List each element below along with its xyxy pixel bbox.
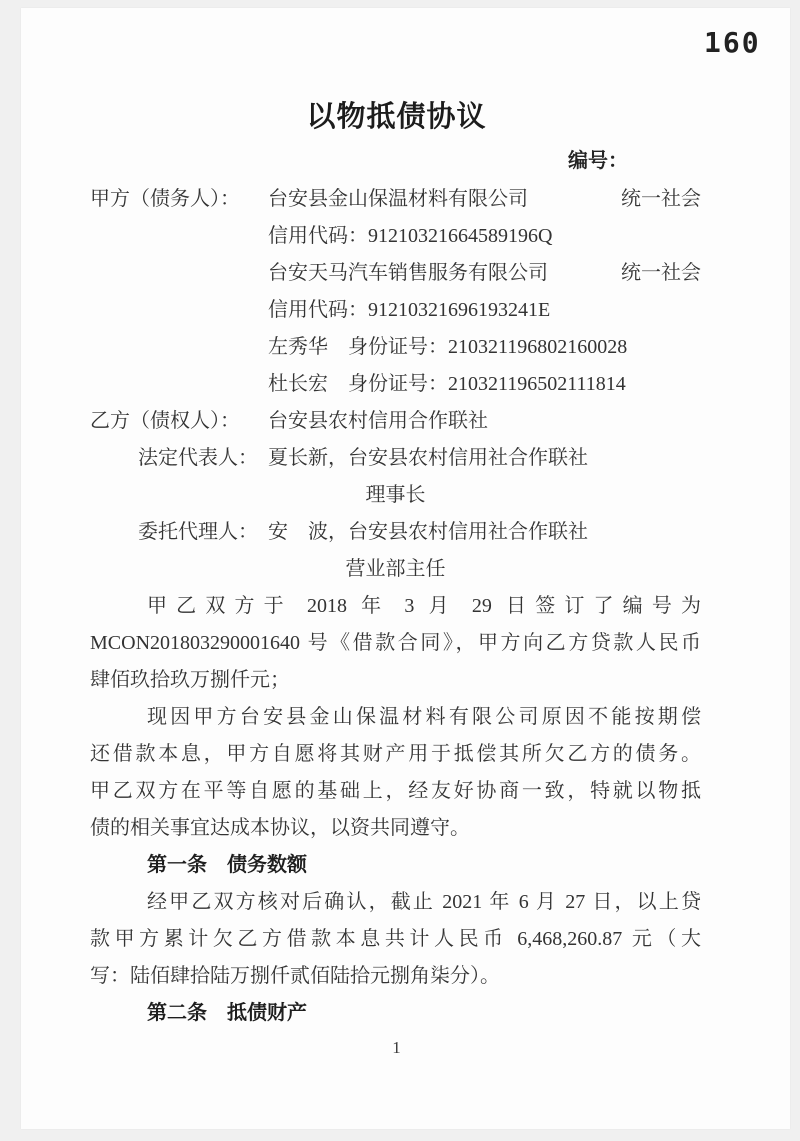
field-label (90, 329, 268, 366)
gap-spacer (548, 255, 621, 292)
field-value: 夏长新，台安县农村信用社合作联社 (268, 447, 588, 469)
contract-line (90, 810, 701, 847)
line-text: 甲乙双方在平等自愿的基础上，经友好协商一致，特就以物抵 (90, 780, 701, 802)
footer-row (21, 1038, 772, 1058)
contract-line (90, 255, 701, 292)
field-value: 台安县农村信用合作联社 (268, 410, 488, 432)
contract-line (90, 625, 701, 662)
contract-line (90, 884, 701, 921)
contract-line (90, 847, 701, 884)
field-value: 信用代码：91210321696193241E (268, 299, 551, 321)
field-value: 台安县金山保温材料有限公司 (268, 188, 528, 210)
contract-line (90, 958, 701, 995)
contract-line (90, 662, 701, 699)
field-label: 法定代表人： (138, 447, 258, 469)
line-text: 肆佰玖拾玖万捌仟元； (90, 669, 290, 691)
contract-line (90, 181, 701, 218)
line-text: 经甲乙双方核对后确认，截止 2021 年 6 月 27 日，以上贷 (147, 891, 701, 913)
footer-page-number: 1 (392, 1038, 401, 1057)
field-right-value: 统一社会 (621, 188, 701, 210)
contract-line (90, 440, 701, 477)
field-value: 杜长宏 身份证号：210321196502111814 (268, 373, 626, 395)
title-row (21, 94, 772, 135)
field-value: 安 波，台安县农村信用社合作联社 (268, 521, 588, 543)
file-page-number: 160 (704, 26, 761, 59)
field-value: 信用代码：91210321664589196Q (268, 225, 553, 247)
field-label: 甲方（债务人）： (90, 188, 240, 210)
contract-line (90, 995, 701, 1032)
field-right-value: 统一社会 (621, 262, 701, 284)
gap-spacer (528, 181, 621, 218)
line-text: 理事长 (365, 484, 426, 506)
contract-line (90, 477, 701, 514)
contract-line (90, 736, 701, 773)
contract-line (90, 218, 701, 255)
contract-line (90, 366, 701, 403)
contract-line (90, 514, 701, 551)
line-text: MCON201803290001640 号《借款合同》，甲方向乙方贷款人民币 (90, 632, 701, 654)
line-text: 第二条 抵债财产 (147, 1002, 307, 1024)
line-text: 还借款本息，甲方自愿将其财产用于抵偿其所欠乙方的债务。 (90, 743, 701, 765)
field-value: 台安天马汽车销售服务有限公司 (268, 262, 548, 284)
contract-line (90, 588, 701, 625)
field-label (90, 218, 268, 255)
line-text: 债的相关事宜达成本协议，以资共同遵守。 (90, 817, 470, 839)
contract-line (90, 292, 701, 329)
line-text: 第一条 债务数额 (147, 854, 307, 876)
contract-line (90, 329, 701, 366)
contract-line (90, 773, 701, 810)
document-title: 以物抵债协议 (306, 101, 487, 133)
contract-line (90, 921, 701, 958)
field-label: 乙方（债权人）： (90, 410, 240, 432)
line-text: 甲乙双方于 2018 年 3 月 29 日签订了编号为 (147, 595, 701, 617)
field-label (90, 255, 268, 292)
contract-line (90, 551, 701, 588)
line-text: 款甲方累计欠乙方借款本息共计人民币 6,468,260.87 元（大 (90, 928, 701, 950)
contract-line (90, 403, 701, 440)
field-value: 左秀华 身份证号：210321196802160028 (268, 336, 628, 358)
line-text: 写：陆佰肆拾陆万捌仟贰佰陆拾元捌角柒分）。 (90, 965, 500, 987)
contract-line (90, 699, 701, 736)
line-text: 营业部主任 (345, 558, 446, 580)
field-label: 委托代理人： (138, 521, 258, 543)
line-text: 现因甲方台安县金山保温材料有限公司原因不能按期偿 (147, 706, 701, 728)
scanned-contract-page (21, 8, 790, 1129)
document-body (90, 181, 701, 1032)
serial-number-label: 编号： (568, 150, 628, 172)
field-label (90, 366, 268, 403)
field-label (90, 292, 268, 329)
